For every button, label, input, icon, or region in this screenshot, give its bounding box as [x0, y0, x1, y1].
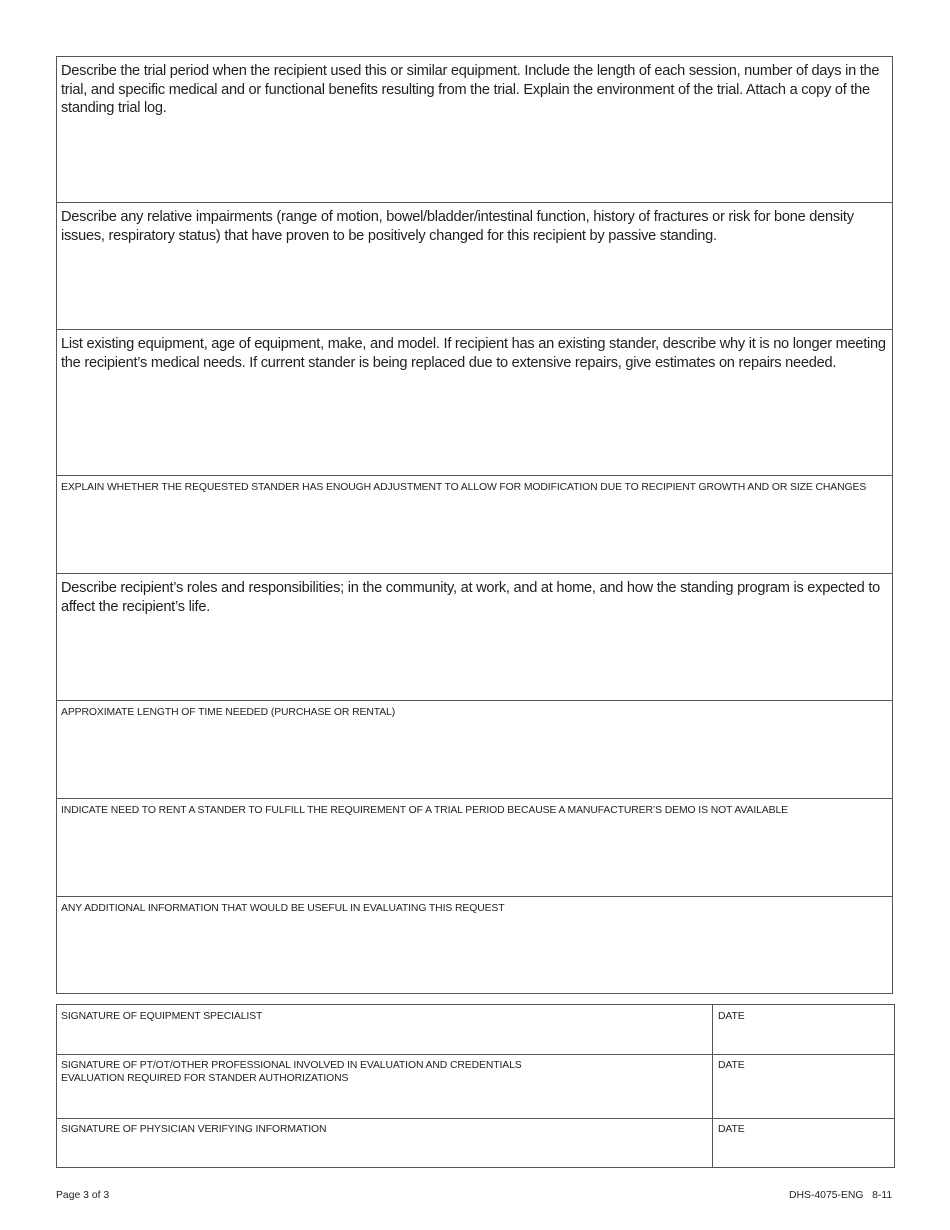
- additional-info-label: ANY ADDITIONAL INFORMATION THAT WOULD BE USEFUL IN EVALUATING THIS REQUEST: [61, 903, 505, 914]
- existing-equipment-field[interactable]: [57, 330, 892, 476]
- adjustment-field[interactable]: [57, 476, 892, 574]
- existing-equipment-label: List existing equipment, age of equipment, make, and model. If recipient has an existing stander, describe why it is no longer meeting the recipient’s medical needs. If current stander is being replaced due to extensive repairs, give estimates on repairs needed.: [61, 336, 886, 371]
- page-number: Page 3 of 3: [56, 1190, 110, 1201]
- additional-info-field[interactable]: [57, 897, 892, 993]
- rent-stander-label: INDICATE NEED TO RENT A STANDER TO FULFILL THE REQUIREMENT OF A TRIAL PERIOD BECAUSE A MANUFACTURER’S DEMO IS NOT AVAILABLE: [61, 805, 788, 816]
- equipment-specialist-date-field[interactable]: [713, 1005, 894, 1054]
- physician-signature-field[interactable]: [57, 1118, 713, 1167]
- physician-row: [57, 1118, 894, 1167]
- professional-date-field[interactable]: [713, 1054, 894, 1118]
- impairments-field[interactable]: [57, 203, 892, 330]
- rent-stander-field[interactable]: [57, 799, 892, 897]
- date-label: DATE: [718, 1011, 745, 1022]
- questions-box: [56, 56, 893, 994]
- roles-responsibilities-label: Describe recipient’s roles and responsibilities; in the community, at work, and at home, and how the standing program is expected to affect the recipient’s life.: [61, 580, 881, 615]
- professional-label-line1: SIGNATURE OF PT/OT/OTHER PROFESSIONAL INVOLVED IN EVALUATION AND CREDENTIALS: [61, 1060, 522, 1071]
- form-id: DHS-4075-ENG 8-11: [789, 1190, 893, 1201]
- length-of-time-field[interactable]: [57, 701, 892, 799]
- professional-label-line2: EVALUATION REQUIRED FOR STANDER AUTHORIZATIONS: [61, 1073, 349, 1084]
- date-label: DATE: [718, 1060, 745, 1071]
- physician-label: SIGNATURE OF PHYSICIAN VERIFYING INFORMATION: [61, 1124, 327, 1135]
- equipment-specialist-signature-field[interactable]: [57, 1005, 713, 1054]
- trial-period-label: Describe the trial period when the recipient used this or similar equipment. Include the length of each session, number of days in the trial, and specific medical and or functional benefits resulting from the trial. Explain the environment of the trial. Attach a copy of the standing trial log.: [61, 63, 880, 116]
- physician-date-field[interactable]: [713, 1118, 894, 1167]
- signature-box: [56, 1004, 895, 1168]
- date-label: DATE: [718, 1124, 745, 1135]
- length-of-time-label: APPROXIMATE LENGTH OF TIME NEEDED (PURCHASE OR RENTAL): [61, 707, 396, 718]
- trial-period-field[interactable]: [57, 57, 892, 203]
- professional-signature-field[interactable]: [57, 1054, 713, 1118]
- equipment-specialist-row: [57, 1005, 894, 1055]
- roles-responsibilities-field[interactable]: [57, 574, 892, 701]
- adjustment-label: EXPLAIN WHETHER THE REQUESTED STANDER HAS ENOUGH ADJUSTMENT TO ALLOW FOR MODIFICATION DUE TO RECIPIENT GROWTH AND OR SIZE CHANGES: [61, 482, 867, 493]
- professional-row: [57, 1054, 894, 1119]
- equipment-specialist-label: SIGNATURE OF EQUIPMENT SPECIALIST: [61, 1011, 263, 1022]
- impairments-label: Describe any relative impairments (range of motion, bowel/bladder/intestinal function, history of fractures or risk for bone density issues, respiratory status) that have proven to be positively changed for this recipient by passive standing.: [61, 209, 854, 244]
